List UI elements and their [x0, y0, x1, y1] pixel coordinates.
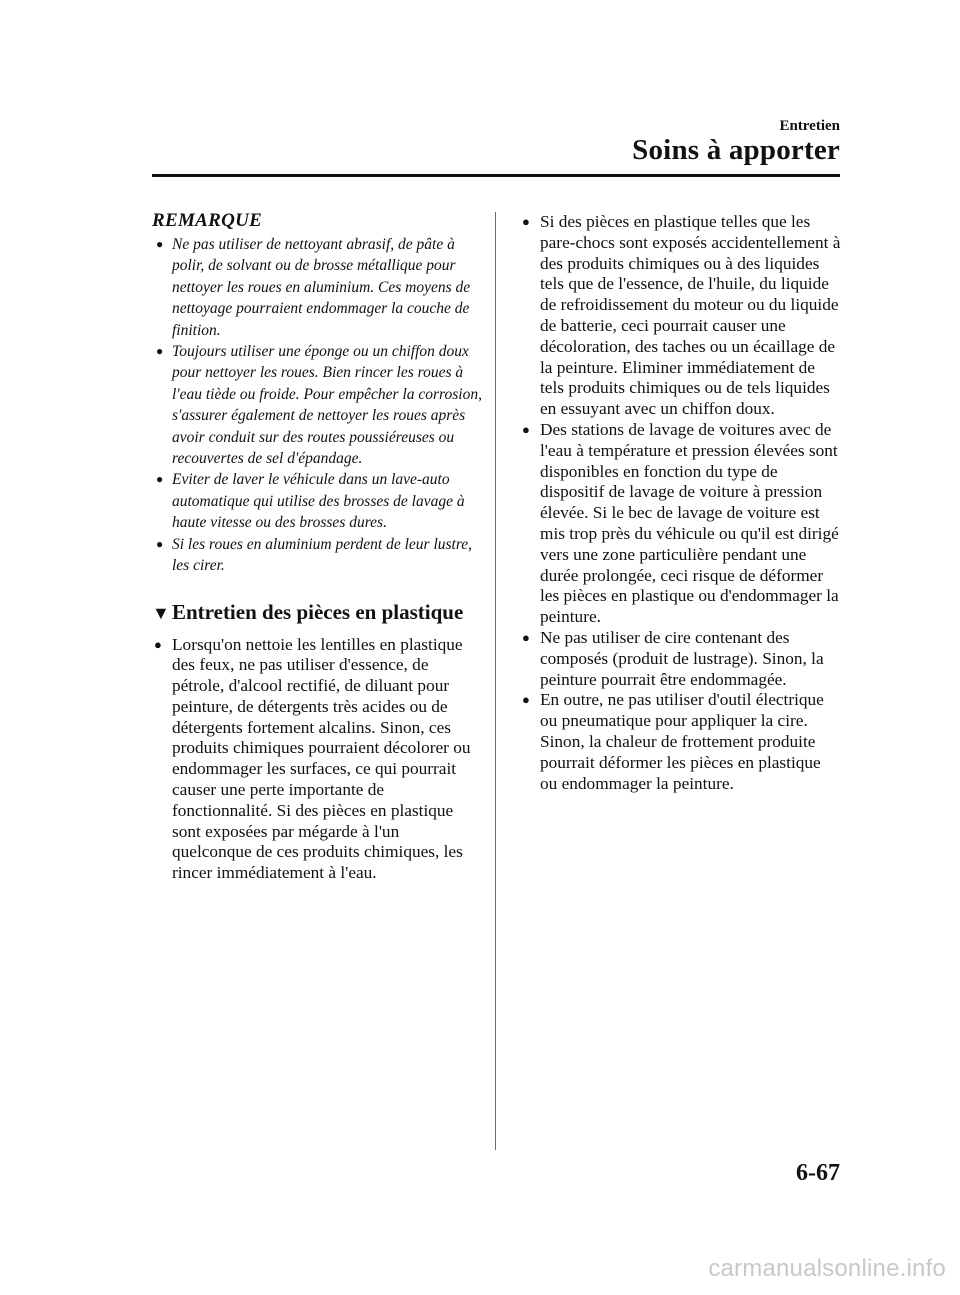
note-item [152, 534, 482, 577]
note-title: REMARQUE [152, 210, 263, 231]
bullet-icon: ● [156, 536, 164, 551]
list-item [520, 212, 842, 420]
list-item [520, 628, 842, 690]
bullet-icon: ● [522, 692, 530, 708]
note-list [152, 234, 482, 577]
list-item-text: Lorsqu'on nettoie les lentilles en plastique des feux, ne pas utiliser d'essence, de pétrole, d'alcool rectifié, de diluant pour peinture, de détergents très acides ou de détergents fortement alcalins. Sinon, ces produits chimiques pourraient décolorer ou endommager les surfaces, ce qui pourrait causer une perte importante de fonctionnalité. Si des pièces en plastique sont exposées par mégarde à l'un quelconque de ces produits chimiques, les rincer immédiatement à l'eau. [172, 634, 471, 883]
note-item-text: Toujours utiliser une éponge ou un chiffon doux pour nettoyer les roues. Bien rincer les roues à l'eau tiède ou froide. Pour empêcher la corrosion, s'assurer également de nettoyer les roues après avoir conduit sur des routes poussiéreuses ou recouvertes de sel d'épandage. [172, 343, 482, 468]
list-item-text: Des stations de lavage de voitures avec de l'eau à température et pression élevées sont disponibles en fonction du type de dispositif de lavage de voiture à pression élevée. Si le bec de lavage de voiture est mis trop près du véhicule ou qu'il est dirigé vers une zone particulière pendant une durée prolongée, ceci risque de déformer les pièces en plastique ou d'endommager la peinture. [540, 419, 839, 627]
note-item [152, 234, 482, 341]
page-number: 6-67 [796, 1160, 840, 1186]
list-item-text: En outre, ne pas utiliser d'outil électrique ou pneumatique pour appliquer la cire. Sinon, la chaleur de frottement produite pourrait déformer les pièces en plastique ou endommager la peinture. [540, 690, 824, 793]
list-item [520, 690, 842, 794]
plastic-list-left [152, 635, 482, 885]
note-item [152, 341, 482, 469]
list-item [520, 420, 842, 628]
list-item [152, 635, 482, 885]
bullet-icon: ● [156, 237, 164, 251]
column-divider [495, 212, 496, 1150]
list-item-text: Si des pièces en plastique telles que les pare-chocs sont exposés accidentellement à des produits chimiques ou à des liquides tels que de l'essence, de l'huile, du liquide de refroidissement du moteur ou du liquide de batterie, ceci pourrait causer une décoloration, des taches ou un écaillage de la peinture. Eliminer immédiatement de tels produits chimiques ou de tels liquides en essuyant avec un chiffon doux. [540, 212, 841, 419]
note-item-text: Eviter de laver le véhicule dans un lave-auto automatique qui utilise des brosses de lavage à haute vitesse ou des brosses dures. [172, 471, 465, 532]
header-rule [152, 174, 840, 177]
right-column [520, 212, 842, 794]
watermark: carmanualsonline.info [708, 1255, 946, 1282]
left-column [152, 210, 482, 884]
note-item-text: Si les roues en aluminium perdent de leur lustre, les cirer. [172, 535, 473, 575]
page-title: Soins à apporter [632, 134, 840, 166]
bullet-icon: ● [156, 344, 164, 359]
bullet-icon: ● [522, 629, 530, 645]
bullet-icon: ● [154, 636, 162, 652]
triangle-down-icon: ▼ [152, 602, 170, 623]
bullet-icon: ● [522, 214, 530, 229]
list-item-text: Ne pas utiliser de cire contenant des composés (produit de lustrage). Sinon, la peinture pourrait être endommagée. [540, 627, 824, 689]
section-heading-text: Entretien des pièces en plastique [172, 599, 464, 624]
bullet-icon: ● [156, 472, 164, 487]
note-item [152, 469, 482, 533]
bullet-icon: ● [522, 421, 530, 437]
note-item-text: Ne pas utiliser de nettoyant abrasif, de pâte à polir, de solvant ou de brosse métallique pour nettoyer les roues en aluminium. Ces moyens de nettoyage pourraient endommager la couche de finition. [172, 236, 471, 339]
plastic-list-right [520, 212, 842, 794]
section-heading [152, 599, 482, 625]
section-label: Entretien [779, 118, 840, 134]
